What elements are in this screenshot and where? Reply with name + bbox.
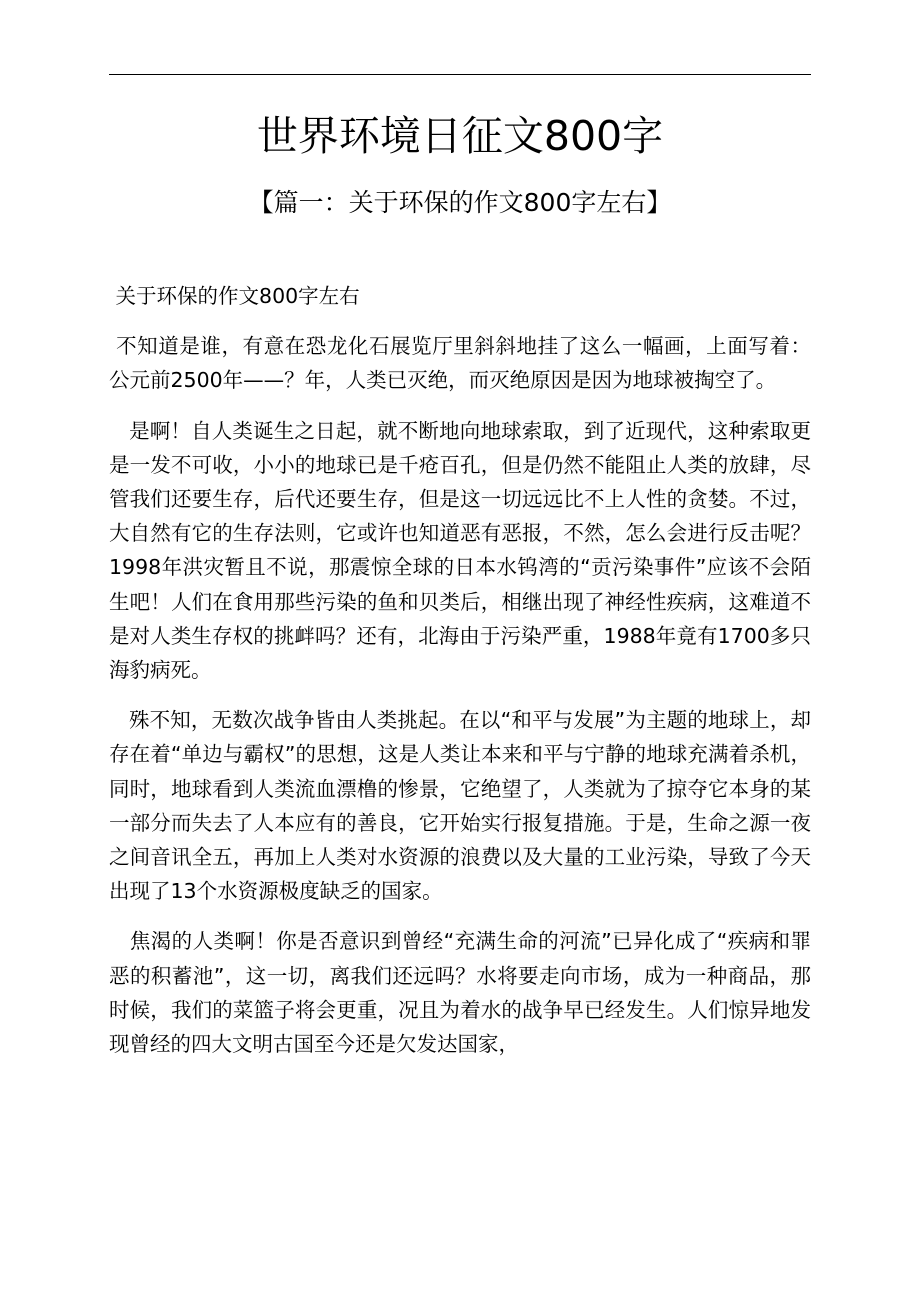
paragraph-3-text: 殊不知，无数次战争皆由人类挑起。在以“和平与发展”为主题的地球上，却存在着“单边与霸权”的思想，这是人类让本来和平与宁静的地球充满着杀机，同时，地球看到人类流血漂橹的惨景，它绝望了，人类就为了掠夺它本身的某一部分而失去了人本应有的善良，它开始实行报复措施。于是，生命之源一夜之间音讯全五，再加上人类对水资源的浪费以及大量的工业污染，导致了今天出现了13个水资源极度缺乏的国家。 — [109, 708, 811, 904]
paragraph-3 — [109, 703, 811, 908]
header-rule — [109, 74, 811, 75]
paragraph-4 — [109, 924, 811, 1061]
paragraph-2 — [109, 414, 811, 688]
paragraph-gap — [109, 398, 811, 414]
paragraph-1 — [109, 329, 811, 397]
document-subtitle: 【篇一：关于环保的作文800字左右】 — [248, 188, 672, 217]
document-title: 世界环境日征文800字 — [256, 112, 664, 160]
paragraph-gap — [109, 908, 811, 924]
section-heading-text: 关于环保的作文800字左右 — [115, 284, 360, 308]
paragraph-1-text: 不知道是谁，有意在恐龙化石展览厅里斜斜地挂了这么一幅画，上面写着：公元前2500年——？年，人类已灭绝，而灭绝原因是因为地球被掏空了。 — [109, 334, 811, 393]
section-heading — [109, 279, 811, 313]
paragraph-gap — [109, 687, 811, 703]
document-body — [109, 279, 811, 1061]
paragraph-4-text: 焦渴的人类啊！你是否意识到曾经“充满生命的河流”已异化成了“疾病和罪恶的积蓄池”，这一切，离我们还远吗？水将要走向市场，成为一种商品，那时候，我们的菜篮子将会更重，况且为着水的战争早已经发生。人们惊异地发现曾经的四大文明古国至今还是欠发达国家， — [109, 929, 811, 1057]
paragraph-2-text: 是啊！自人类诞生之日起，就不断地向地球索取，到了近现代，这种索取更是一发不可收，小小的地球已是千疮百孔，但是仍然不能阻止人类的放肆，尽管我们还要生存，后代还要生存，但是这一切远远比不上人性的贪婪。不过，大自然有它的生存法则，它或许也知道恶有恶报，不然，怎么会进行反击呢？1998年洪灾暂且不说，那震惊全球的日本水钨湾的“贡污染事件”应该不会陌生吧！人们在食用那些污染的鱼和贝类后，相继出现了神经性疾病，这难道不是对人类生存权的挑衅吗？还有，北海由于污染严重，1988年竟有1700多只海豹病死。 — [109, 418, 811, 683]
